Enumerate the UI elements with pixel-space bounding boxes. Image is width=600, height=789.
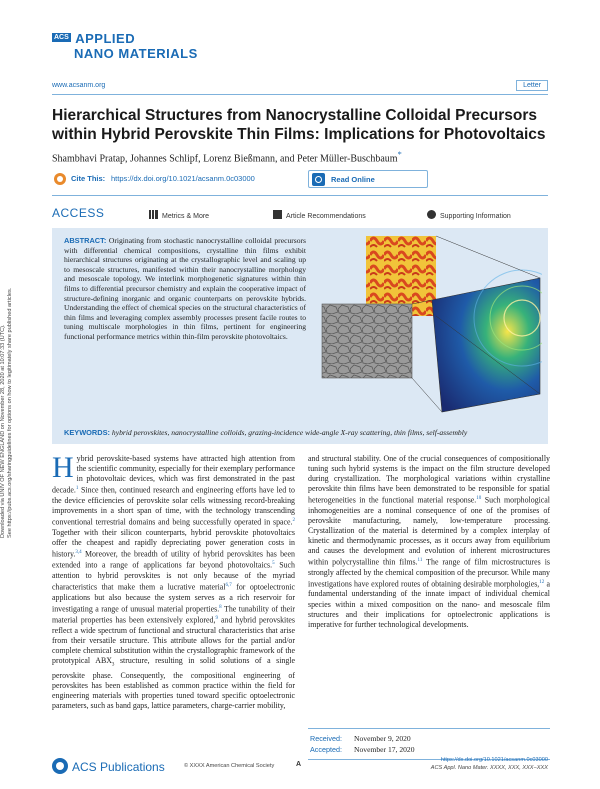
subscript: 3 <box>111 662 115 668</box>
body-text: structure, resulting in solid solutions of a single perovskite phase. Consequently, the compositional engineering of perovskites has been established as common practice within the field for engineering materials with properties tuned toward specific optoelectronic parameters, such as band gaps, lattice parameters, charge-carrier mobility, <box>52 656 295 711</box>
acs-logo-icon <box>52 758 68 774</box>
body-text: Since then, continued research and engineering efforts have led to the device efficiencies of perovskite solar cells witnessing record-breaking improvements in a short span of time, with the technology transcending conventional terrestrial domains and being successfully operated in space. <box>52 485 295 527</box>
body-text: Such morphological inhomogeneities are a nominal consequence of one of the promises of perovskite manufacturing, namely, low-temperature processing. Crystallization of the material is determined by a complex interplay of kinetic and thermodynamic processes, as it occurs away from equilibrium and causes the development and evolution of inherent microstructures within polycrystalline thin films. <box>308 495 551 567</box>
cite-label: Cite This: <box>71 174 106 183</box>
footer-doi-link[interactable]: https://dx.doi.org/10.1021/acsanm.0c03000 <box>440 757 548 763</box>
side-note-line-1: Downloaded via UNIV OF NEW ENGLAND on November 28, 2020 at 10:07:33 (UTC). <box>0 324 6 538</box>
body-text: for optoelectronic applications but also because the system serves as a rich reservoir for investigating a range of unusual material properties. <box>52 582 295 614</box>
journal-logo[interactable] <box>52 30 198 61</box>
abstract-label: ABSTRACT: <box>64 236 107 245</box>
title-line-2: within Hybrid Perovskite Thin Films: Implications for Photovoltaics <box>52 126 546 143</box>
abstract-box <box>52 228 548 444</box>
accepted-label: Accepted: <box>310 745 342 754</box>
supporting-info-label: Supporting Information <box>440 213 511 220</box>
body-text: and structural stability. One of the crucial consequences of compositionally tuning such hybrid systems is the impact on the film structure developed during crystallization. The morphological variations within crystalline perovskite thin films have been demonstrated to be responsible for spatial heterogeneities in the functional material response. <box>308 454 550 505</box>
toc-panel-sem <box>322 304 412 378</box>
metrics-icon <box>149 210 158 219</box>
access-label: ACCESS <box>52 206 105 220</box>
side-note-line-2: See https://pubs.acs.org/sharingguidelines for options on how to legitimately share published articles. <box>7 287 13 538</box>
keywords-label: KEYWORDS: <box>64 428 110 437</box>
body-text: Together with their silicon counterparts, hybrid perovskite photovoltaics offer the cheapest and rapidly depreciating power generation costs in history. <box>52 527 295 559</box>
received-label: Received: <box>310 734 342 743</box>
corresponding-author-mark[interactable]: * <box>397 150 402 159</box>
body-text: Moreover, the breadth of utility of hybrid perovskites has been extended into a range of applications far beyond photovoltaics. <box>52 549 295 570</box>
received-date: November 9, 2020 <box>354 734 411 743</box>
ref-link[interactable]: 3,4 <box>75 549 82 555</box>
footer-citation <box>431 756 548 772</box>
author-list <box>52 150 552 164</box>
recommendations-link[interactable] <box>273 210 366 220</box>
drop-cap: H <box>52 451 74 484</box>
abstract-text: Originating from stochastic nanocrystalline colloidal precursors with differential chemical compositions, crystalline thin films exhibit hierarchical structures originating at the crystallographic level and scaling up to mesoscale structures, manifested within their nanocrystalline morphology and mesoscale topology. We interlink morphogenetic signatures within thin films to differential precursor chemistry and explain the cooperative impact of structure-defining inorganic and organic counterparts on perovskite hybrids. Understanding the effect of chemical species on the structural characteristics of thin films and leveraging complex assembly processes present facile routes to tuning multiscale morphologies in thin films, pertinent for engineering functional performance metrics within thin-film perovskite photovoltaics. <box>64 236 307 341</box>
acs-badge: ACS <box>54 34 69 41</box>
download-side-note <box>0 238 30 538</box>
body-text: The tunability of their material properties has been extensively explored, <box>52 604 295 626</box>
body-text: and hybrid perovskites reflect a wide spectrum of functional and structural characteristics that arise from their versatile structure. This attribute allows for the partial and/or complete chemical substitution within the crystallographic framework of the prototypical ABX <box>52 616 295 666</box>
read-online-icon <box>312 173 325 186</box>
ref-link[interactable]: 5 <box>272 561 275 567</box>
read-online-button[interactable] <box>308 170 428 188</box>
header-divider <box>52 94 548 95</box>
journal-name-line1: APPLIED <box>75 31 136 46</box>
toc-graphic <box>314 234 542 422</box>
body-text: ybrid perovskite-based systems have attracted high attention from the scientific community, especially for their exemplary performance in photovoltaic devices, which was first demonstrated in the past decade. <box>52 454 295 495</box>
ref-link[interactable]: 9 <box>215 616 218 622</box>
page-number: A <box>296 761 302 768</box>
footer-journal-ref: ACS Appl. Nano Mater. XXXX, XXX, XXX−XXX <box>430 765 548 771</box>
cite-divider <box>52 195 548 196</box>
received-row <box>310 733 550 744</box>
doi-link[interactable]: https://dx.doi.org/10.1021/acsanm.0c03000 <box>111 174 255 183</box>
recommendations-icon <box>273 210 282 219</box>
read-online-label: Read Online <box>331 175 375 184</box>
abstract <box>64 236 306 342</box>
keywords <box>64 428 544 437</box>
article-type-badge: Letter <box>516 80 548 91</box>
supporting-info-link[interactable] <box>427 210 511 220</box>
metrics-label: Metrics & More <box>162 213 210 220</box>
accepted-row <box>310 744 550 755</box>
cite-icon <box>54 173 66 185</box>
journal-url[interactable]: www.acsanm.org <box>52 82 106 89</box>
copyright: © XXXX American Chemical Society <box>184 763 275 769</box>
publisher-name: ACS Publications <box>72 760 165 774</box>
ref-link[interactable]: 8 <box>219 604 222 610</box>
body-left-column <box>52 451 295 711</box>
ref-link[interactable]: 1 <box>75 486 79 492</box>
supporting-info-icon <box>427 210 436 219</box>
ref-link[interactable]: 11 <box>417 558 423 564</box>
ref-link[interactable]: 6,7 <box>225 583 232 589</box>
journal-name-line2: NANO MATERIALS <box>74 46 198 61</box>
recommendations-label: Article Recommendations <box>286 213 366 220</box>
body-text: a fundamental understanding of the innate impact of individual chemical species within a mixed composition on the nano- and mesoscale film structures and their implications for optoelectronic applications is imperative for further technological developments. <box>308 579 550 629</box>
body-text: The range of film microstructures is strongly affected by the chemical composition of the precursor. While many investigations have explored routes of obtaining desirable morphologies, <box>308 557 550 589</box>
article-title <box>52 106 552 144</box>
cite-bar <box>52 170 548 190</box>
ref-link[interactable]: 2 <box>292 517 295 523</box>
title-line-1: Hierarchical Structures from Nanocrystalline Colloidal Precursors <box>52 107 537 124</box>
access-bar <box>52 206 548 224</box>
authors-text: Shambhavi Pratap, Johannes Schlipf, Lorenz Bießmann, and Peter Müller-Buschbaum <box>52 153 398 165</box>
body-text: Such attention to hybrid perovskites is not only because of the myriad characteristics that make them a lucrative material <box>52 560 295 592</box>
acs-publications-logo[interactable] <box>52 758 165 774</box>
accepted-date: November 17, 2020 <box>354 745 415 754</box>
metrics-link[interactable] <box>149 210 209 220</box>
body-right-column <box>308 454 550 630</box>
ref-link[interactable]: 10 <box>476 496 482 502</box>
ref-link[interactable]: 12 <box>539 579 545 585</box>
keywords-text: hybrid perovskites, nanocrystalline colloids, grazing-incidence wide-angle X-ray scattering, thin films, self-assembly <box>111 428 468 437</box>
